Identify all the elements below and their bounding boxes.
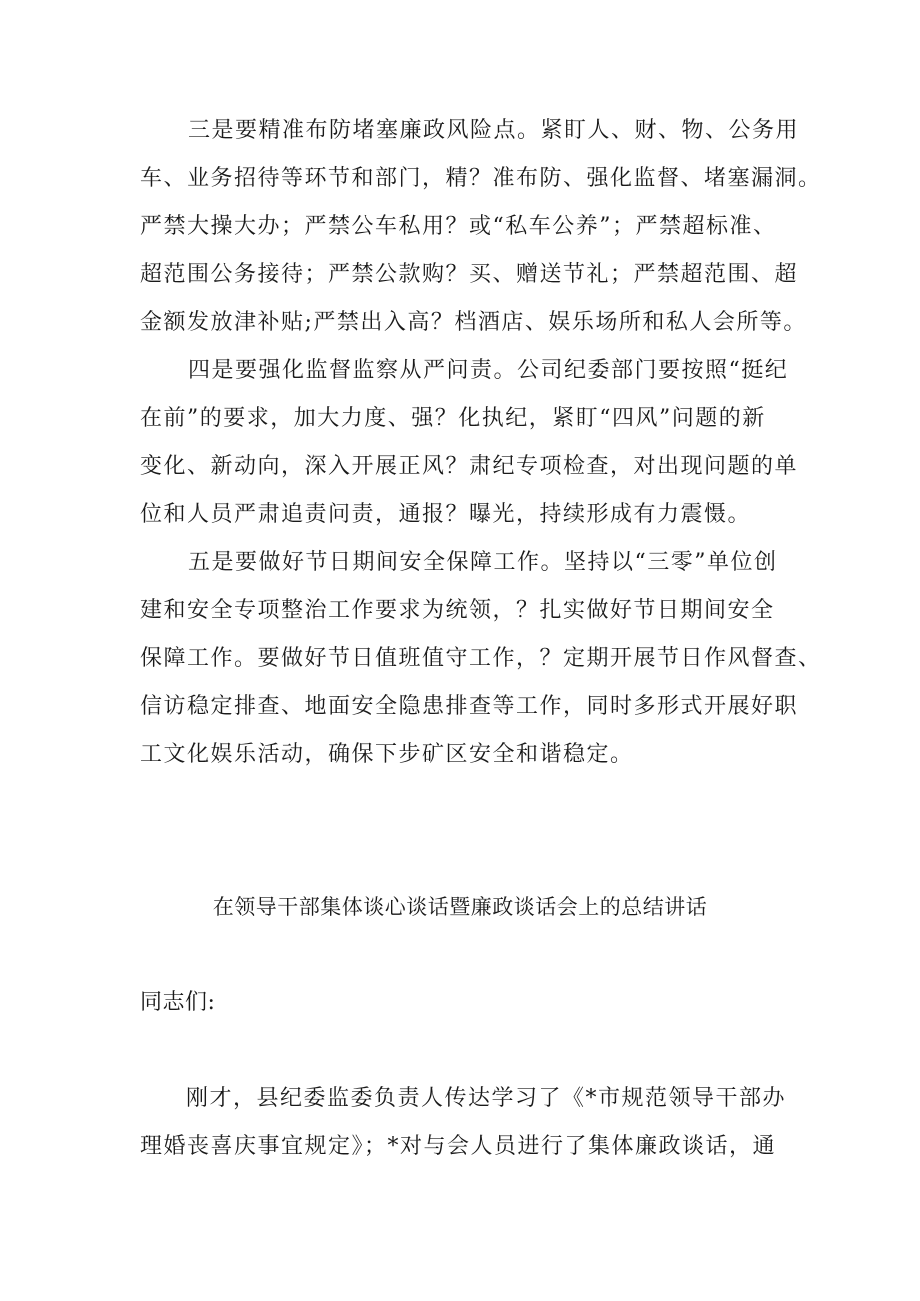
paragraph-line: 保障工作。要做好节日值班值守工作，？定期开展节日作风督查、 <box>140 646 822 671</box>
paragraph-line: 金额发放津补贴;严禁出入高？档酒店、娱乐场所和私人会所等。 <box>140 310 807 335</box>
paragraph-line: 五是要做好节日期间安全保障工作。坚持以“三零”单位创 <box>188 550 778 575</box>
paragraph-line: 变化、新动向，深入开展正风？肃纪专项检查，对出现问题的单 <box>140 454 799 479</box>
paragraph-line: 四是要强化监督监察从严问责。公司纪委部门要按照“挺纪 <box>188 358 789 383</box>
paragraph-line: 信访稳定排查、地面安全隐患排查等工作，同时多形式开展好职 <box>140 694 799 719</box>
paragraph-line: 三是要精准布防堵塞廉政风险点。紧盯人、财、物、公务用 <box>188 118 800 143</box>
speech-greeting: 同志们: <box>140 990 216 1015</box>
speech-title: 在领导干部集体谈心谈话暨廉政谈话会上的总结讲话 <box>212 895 708 919</box>
paragraph-line: 严禁大操大办；严禁公车私用？或“私车公养”；严禁超标准、 <box>140 214 777 239</box>
paragraph-line: 超范围公务接待；严禁公款购？买、赠送节礼；严禁超范围、超 <box>140 262 799 287</box>
paragraph-line: 在前”的要求，加大力度、强？化执纪，紧盯“四风”问题的新 <box>140 406 766 431</box>
paragraph-line: 刚才，县纪委监委负责人传达学习了《*市规范领导干部办 <box>186 1086 787 1111</box>
paragraph-line: 建和安全专项整治工作要求为统领，？扎实做好节日期间安全 <box>140 598 775 623</box>
paragraph-line: 理婚丧喜庆事宜规定》；*对与会人员进行了集体廉政谈话，通 <box>140 1134 777 1159</box>
paragraph-line: 位和人员严肃追责问责，通报？曝光，持续形成有力震慑。 <box>140 502 752 527</box>
paragraph-line: 工文化娱乐活动，确保下步矿区安全和谐稳定。 <box>140 742 634 767</box>
paragraph-line: 车、业务招待等环节和部门，精？准布防、强化监督、堵塞漏洞。 <box>140 166 822 191</box>
